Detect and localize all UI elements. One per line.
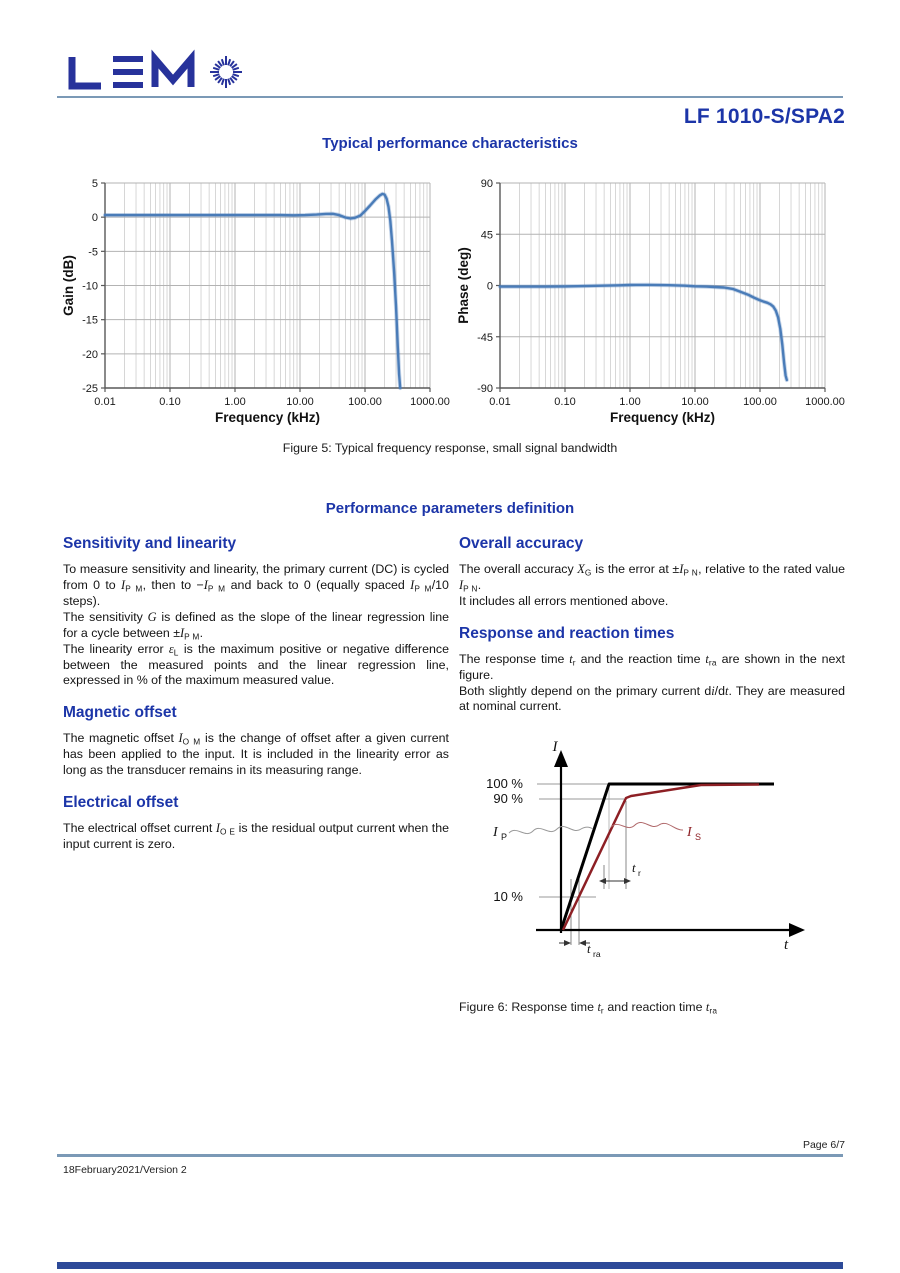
- y-tick-label: 90: [480, 178, 493, 190]
- paragraph: The overall accuracy $X_G$ is the error at $\pm I_{P N}$, relative to the rated value $I_{P N}$.: [459, 561, 845, 594]
- paragraph: To measure sensitivity and linearity, the primary current (DC) is cycled from 0 to $I_{P M}$, then to $-I_{P M}$ and back to 0 (equally spaced $I_{P M}/10$ steps).: [63, 561, 449, 608]
- svg-text:ra: ra: [593, 949, 601, 960]
- x-tick-label: 1.00: [224, 396, 246, 408]
- page-number: Page 6/7: [802, 1139, 845, 1151]
- paragraph: The response time $t_r$ and the reaction time $t_{ra}$ are shown in the next figure.: [459, 651, 845, 682]
- parameters-heading: Performance parameters definition: [325, 500, 575, 517]
- x-tick-label: 1000.00: [410, 396, 450, 408]
- y-tick-label: -20: [82, 348, 98, 361]
- left-column: [63, 534, 449, 853]
- is-pointer-squiggle: [611, 823, 683, 831]
- y-tick-label: -45: [477, 331, 493, 344]
- gain-chart-svg: [60, 170, 458, 438]
- right-column: [459, 534, 845, 1016]
- x-axis-title: Frequency (kHz): [214, 410, 321, 425]
- tra-arrow-left-icon: [564, 940, 571, 946]
- y-tick-label: -15: [82, 314, 98, 327]
- paragraph: The linearity error $\varepsilon_L$ is the maximum positive or negative difference between the measured points and the linear regression line, expressed in % of the maximum measured value.: [63, 641, 449, 688]
- logo-letter-l: [72, 57, 101, 86]
- i-axis-label: I: [552, 739, 558, 756]
- paragraph: The electrical offset current $I_{O E}$ is the residual output current when the input current is zero.: [63, 821, 449, 851]
- primary-current-line: [561, 784, 774, 930]
- phase-chart: [455, 170, 853, 438]
- y-tick-label: 5: [91, 178, 98, 190]
- figure5-caption: Figure 5: Typical frequency response, small signal bandwidth: [282, 441, 618, 455]
- y-tick-label: -90: [477, 383, 493, 395]
- y-tick-label: 45: [480, 229, 493, 242]
- lem-starburst-icon: [210, 56, 242, 88]
- x-tick-label: 0.10: [554, 396, 576, 408]
- y-tick-label: -25: [82, 383, 98, 395]
- tra-arrow-right-icon: [579, 940, 586, 946]
- figure6-caption: Figure 6: Response time $t_r$ and reaction time $t_{ra}$: [459, 1000, 718, 1016]
- section-heading: Sensitivity and linearity: [63, 535, 237, 552]
- x-tick-label: 10.00: [681, 396, 709, 408]
- gain-chart: [60, 170, 458, 438]
- y-tick-label: -5: [88, 246, 98, 259]
- paragraph: The magnetic offset $I_{O M}$ is the change of offset after a given current has been applied to the input. It is included in the linearity error as long as the transducer remains in its measuring range.: [63, 731, 449, 778]
- y-tick-label: -10: [82, 280, 98, 293]
- logo-letter-e: [113, 59, 143, 85]
- x-tick-label: 100.00: [743, 396, 777, 408]
- x-axis-title: Frequency (kHz): [609, 410, 716, 425]
- section-heading: Electrical offset: [63, 794, 179, 812]
- series-line: [105, 194, 400, 388]
- x-tick-label: 10.00: [286, 396, 314, 408]
- primary-current-label: I: [493, 825, 498, 841]
- svg-text:P: P: [501, 832, 508, 843]
- t-axis-label: t: [784, 937, 789, 954]
- footer-divider: [57, 1154, 843, 1157]
- section-heading: Magnetic offset: [63, 704, 177, 722]
- x-tick-label: 1.00: [619, 396, 641, 408]
- product-title: LF 1010-S/SPA2: [683, 105, 845, 128]
- svg-text:r: r: [638, 868, 641, 879]
- paragraph: It includes all errors mentioned above.: [459, 593, 669, 608]
- x-tick-label: 0.01: [94, 396, 116, 408]
- y-tick-label: 0: [486, 280, 493, 293]
- header-divider: [57, 96, 843, 98]
- right-column-sections: [459, 534, 845, 715]
- reaction-time-label: t: [587, 941, 591, 957]
- secondary-current-line: [563, 785, 759, 931]
- x-tick-label: 1000.00: [805, 396, 845, 408]
- x-tick-label: 100.00: [348, 396, 382, 408]
- response-time-figure-svg: [459, 737, 849, 967]
- bottom-bar: [57, 1262, 843, 1269]
- x-tick-label: 0.01: [489, 396, 511, 408]
- tr-arrow-left-icon: [599, 878, 606, 884]
- level-10-label: 10 %: [493, 889, 523, 905]
- section-heading: Response and reaction times: [459, 624, 675, 642]
- level-90-label: 90 %: [493, 791, 523, 807]
- secondary-current-label: I: [687, 825, 692, 841]
- y-axis-title: Phase (deg): [456, 247, 471, 324]
- section-title: Typical performance characteristics: [322, 135, 578, 152]
- level-100-label: 100 %: [486, 776, 523, 792]
- lem-logo: [63, 46, 263, 98]
- y-tick-label: 0: [91, 212, 98, 225]
- section-heading: Overall accuracy: [459, 535, 584, 552]
- series-line: [500, 285, 787, 380]
- x-tick-label: 0.10: [159, 396, 181, 408]
- logo-letter-m: [155, 59, 191, 87]
- tr-arrow-right-icon: [624, 878, 631, 884]
- paragraph: The sensitivity G is defined as the slope of the linear regression line for a cycle between $\pm I_{P M}$.: [63, 609, 449, 642]
- phase-chart-svg: [455, 170, 853, 438]
- svg-text:S: S: [695, 832, 702, 843]
- response-time-figure: [459, 737, 845, 972]
- paragraph: Both slightly depend on the primary current di/dt. They are measured at nominal current.: [459, 683, 845, 714]
- version-text: 18February2021/Version 2: [63, 1164, 187, 1176]
- t-axis-arrow-icon: [789, 923, 805, 937]
- response-time-label: t: [632, 860, 636, 876]
- y-axis-title: Gain (dB): [61, 255, 76, 316]
- ip-pointer-squiggle: [509, 827, 593, 834]
